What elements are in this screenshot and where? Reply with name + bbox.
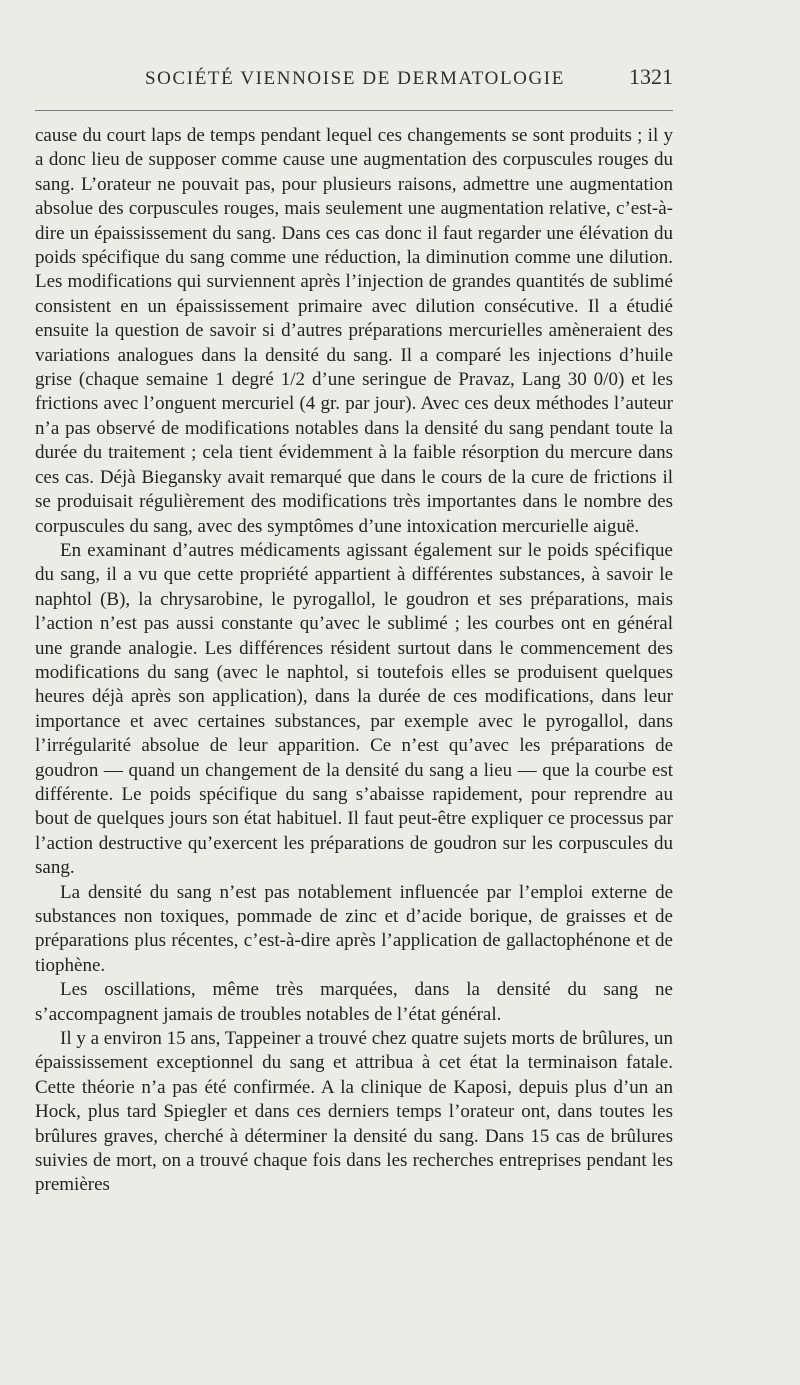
running-head: SOCIÉTÉ VIENNOISE DE DERMATOLOGIE bbox=[145, 68, 565, 89]
paragraph: En examinant d’autres médicaments agissant également sur le poids spécifique du sang, il a vu que cette propriété appartient à différentes substances, à savoir le naphtol (B), la chrysarobine, le pyrogallol, le goudron et ses préparations, mais l’action n’est pas aussi constante qu’avec le sublimé ; les courbes ont en général une grande analogie. Les différences résident surtout dans le commencement des modifications du sang (avec le naphtol, si toutefois elles se produisent quelques heures déjà après son application), dans la durée de ces modifications, dans leur importance et avec certaines substances, par exemple avec le pyrogallol, dans l’irrégularité absolue de leur apparition. Ce n’est qu’avec les préparations de goudron — quand un changement de la densité du sang a lieu — que la courbe est différente. Le poids spécifique du sang s’abaisse rapidement, pour reprendre au bout de quelques jours son état habituel. Il faut peut-être expliquer ce processus par l’action destructive qu’exercent les préparations de goudron sur les corpuscules du sang. bbox=[35, 539, 673, 879]
body-text bbox=[35, 124, 673, 1198]
paragraph: Il y a environ 15 ans, Tappeiner a trouvé chez quatre sujets morts de brûlures, un épaississement exceptionnel du sang et attribua à cet état la terminaison fatale. Cette théorie n’a pas été confirmée. A la clinique de Kaposi, depuis plus d’un an Hock, plus tard Spiegler et dans ces derniers temps l’orateur ont, dans toutes les brûlures graves, cherché à déterminer la densité du sang. Dans 15 cas de brûlures suivies de mort, on a trouvé chaque fois dans les recherches entreprises pendant les premières bbox=[35, 1028, 673, 1196]
paragraph-continued: cause du court laps de temps pendant lequel ces changements se sont produits ; il y a donc lieu de supposer comme cause une augmentation des corpuscules rouges du sang. L’orateur ne pouvait pas, pour plusieurs raisons, admettre une augmentation absolue des corpuscules rouges, mais seulement une augmentation relative, c’est-à-dire un épaississement du sang. Dans ces cas donc il faut regarder une élévation du poids spécifique du sang comme une réduction, la diminution comme une dilution. Les modifications qui surviennent après l’injection de grandes quantités de sublimé consistent en un épaississement primaire avec dilution consécutive. Il a étudié ensuite la question de savoir si d’autres préparations mercurielles amèneraient des variations analogues dans la densité du sang. Il a comparé les injections d’huile grise (chaque semaine 1 degré 1/2 d’une seringue de Pravaz, Lang 30 0/0) et les frictions avec l’onguent mercuriel (4 gr. par jour). Avec ces deux méthodes l’auteur n’a pas observé de modifications notables dans la densité du sang pendant toute la durée du traitement ; cela tient évidemment à la faible résorption du mercure dans ces cas. Déjà Biegansky avait remarqué que dans le cours de la cure de frictions il se produisait régulièrement des modifications très importantes dans le nombre des corpuscules du sang, avec des symptômes d’une intoxication mercurielle aiguë. bbox=[35, 125, 673, 537]
page-header bbox=[35, 64, 673, 94]
paragraph: Les oscillations, même très marquées, dans la densité du sang ne s’accompagnent jamais de troubles notables de l’état général. bbox=[35, 979, 673, 1025]
header-rule bbox=[35, 110, 673, 111]
paragraph: La densité du sang n’est pas notablement influencée par l’emploi externe de substances non toxiques, pommade de zinc et d’acide borique, de graisses et de préparations plus récentes, c’est-à-dire après l’application de gallactophénone et de tiophène. bbox=[35, 881, 673, 976]
page-number: 1321 bbox=[629, 64, 673, 89]
